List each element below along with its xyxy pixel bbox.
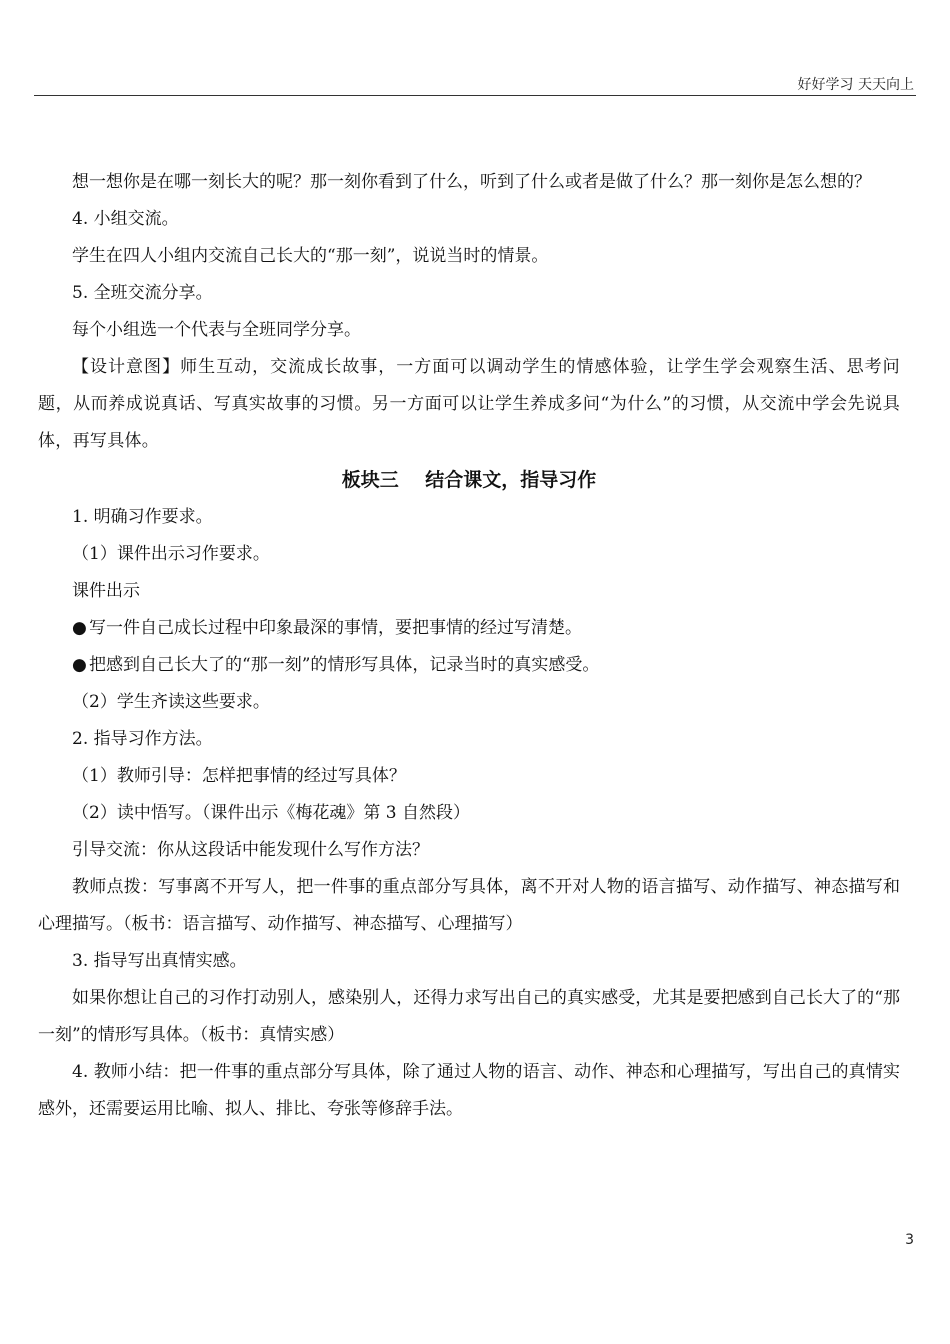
requirement-bullet-1-text: 写一件自己成长过程中印象最深的事情，要把事情的经过写清楚。 <box>89 618 582 638</box>
paragraph-true-feelings: 如果你想让自己的习作打动别人，感染别人，还得力求写出自己的真实感受，尤其是要把感到自己长大了的“那一刻”的情形写具体。（板书：真情实感） <box>38 988 900 1045</box>
paragraph-reflection-question: 想一想你是在哪一刻长大的呢？那一刻你看到了什么，听到了什么或者是做了什么？那一刻你是怎么想的？ <box>72 172 871 192</box>
section-title-label: 板块三 <box>341 469 399 491</box>
design-intent-note: 【设计意图】师生互动，交流成长故事，一方面可以调动学生的情感体验，让学生学会观察生活、思考问题，从而养成说真话、写真实故事的习惯。另一方面可以让学生养成多问“为什么”的习惯，从交流中学会先说具体，再写具体。 <box>38 357 900 451</box>
courseware-label: 课件出示 <box>72 581 140 601</box>
requirement-bullet-2 <box>38 647 900 684</box>
substep-read-requirements: （2）学生齐读这些要求。 <box>72 692 270 712</box>
substep-teacher-guide: （1）教师引导：怎样把事情的经过写具体？ <box>72 766 406 786</box>
paragraph-guided-discussion: 引导交流：你从这段话中能发现什么写作方法？ <box>72 840 429 860</box>
section-title <box>38 462 900 499</box>
step-group-discussion: 4. 小组交流。 <box>72 209 179 229</box>
step-clarify-requirements: 1. 明确习作要求。 <box>72 507 213 527</box>
header-divider <box>34 95 916 96</box>
paragraph-teacher-tips: 教师点拨：写事离不开写人，把一件事的重点部分写具体，离不开对人物的语言描写、动作描写、神态描写和心理描写。（板书：语言描写、动作描写、神态描写、心理描写） <box>38 877 900 934</box>
header-motto: 好好学习 天天向上 <box>797 77 914 93</box>
requirement-bullet-1 <box>38 610 900 647</box>
step-true-feelings: 3. 指导写出真情实感。 <box>72 951 247 971</box>
section-title-text: 结合课文，指导习作 <box>425 469 597 491</box>
substep-read-and-learn: （2）读中悟写。（课件出示《梅花魂》第 3 自然段） <box>72 803 470 823</box>
requirement-bullet-2-text: 把感到自己长大了的“那一刻”的情形写具体，记录当时的真实感受。 <box>89 655 600 675</box>
document-body <box>38 164 900 1128</box>
bullet-dot-icon: ● <box>72 655 87 675</box>
page-number: 3 <box>905 1232 914 1248</box>
substep-show-requirements: （1）课件出示习作要求。 <box>72 544 270 564</box>
bullet-dot-icon: ● <box>72 618 87 638</box>
paragraph-teacher-summary: 4. 教师小结：把一件事的重点部分写具体，除了通过人物的语言、动作、神态和心理描写，写出自己的真情实感外，还需要运用比喻、拟人、排比、夸张等修辞手法。 <box>38 1062 900 1119</box>
paragraph-group-discussion: 学生在四人小组内交流自己长大的“那一刻”，说说当时的情景。 <box>72 246 549 266</box>
step-writing-methods: 2. 指导习作方法。 <box>72 729 213 749</box>
paragraph-class-sharing: 每个小组选一个代表与全班同学分享。 <box>72 320 361 340</box>
step-class-sharing: 5. 全班交流分享。 <box>72 283 213 303</box>
